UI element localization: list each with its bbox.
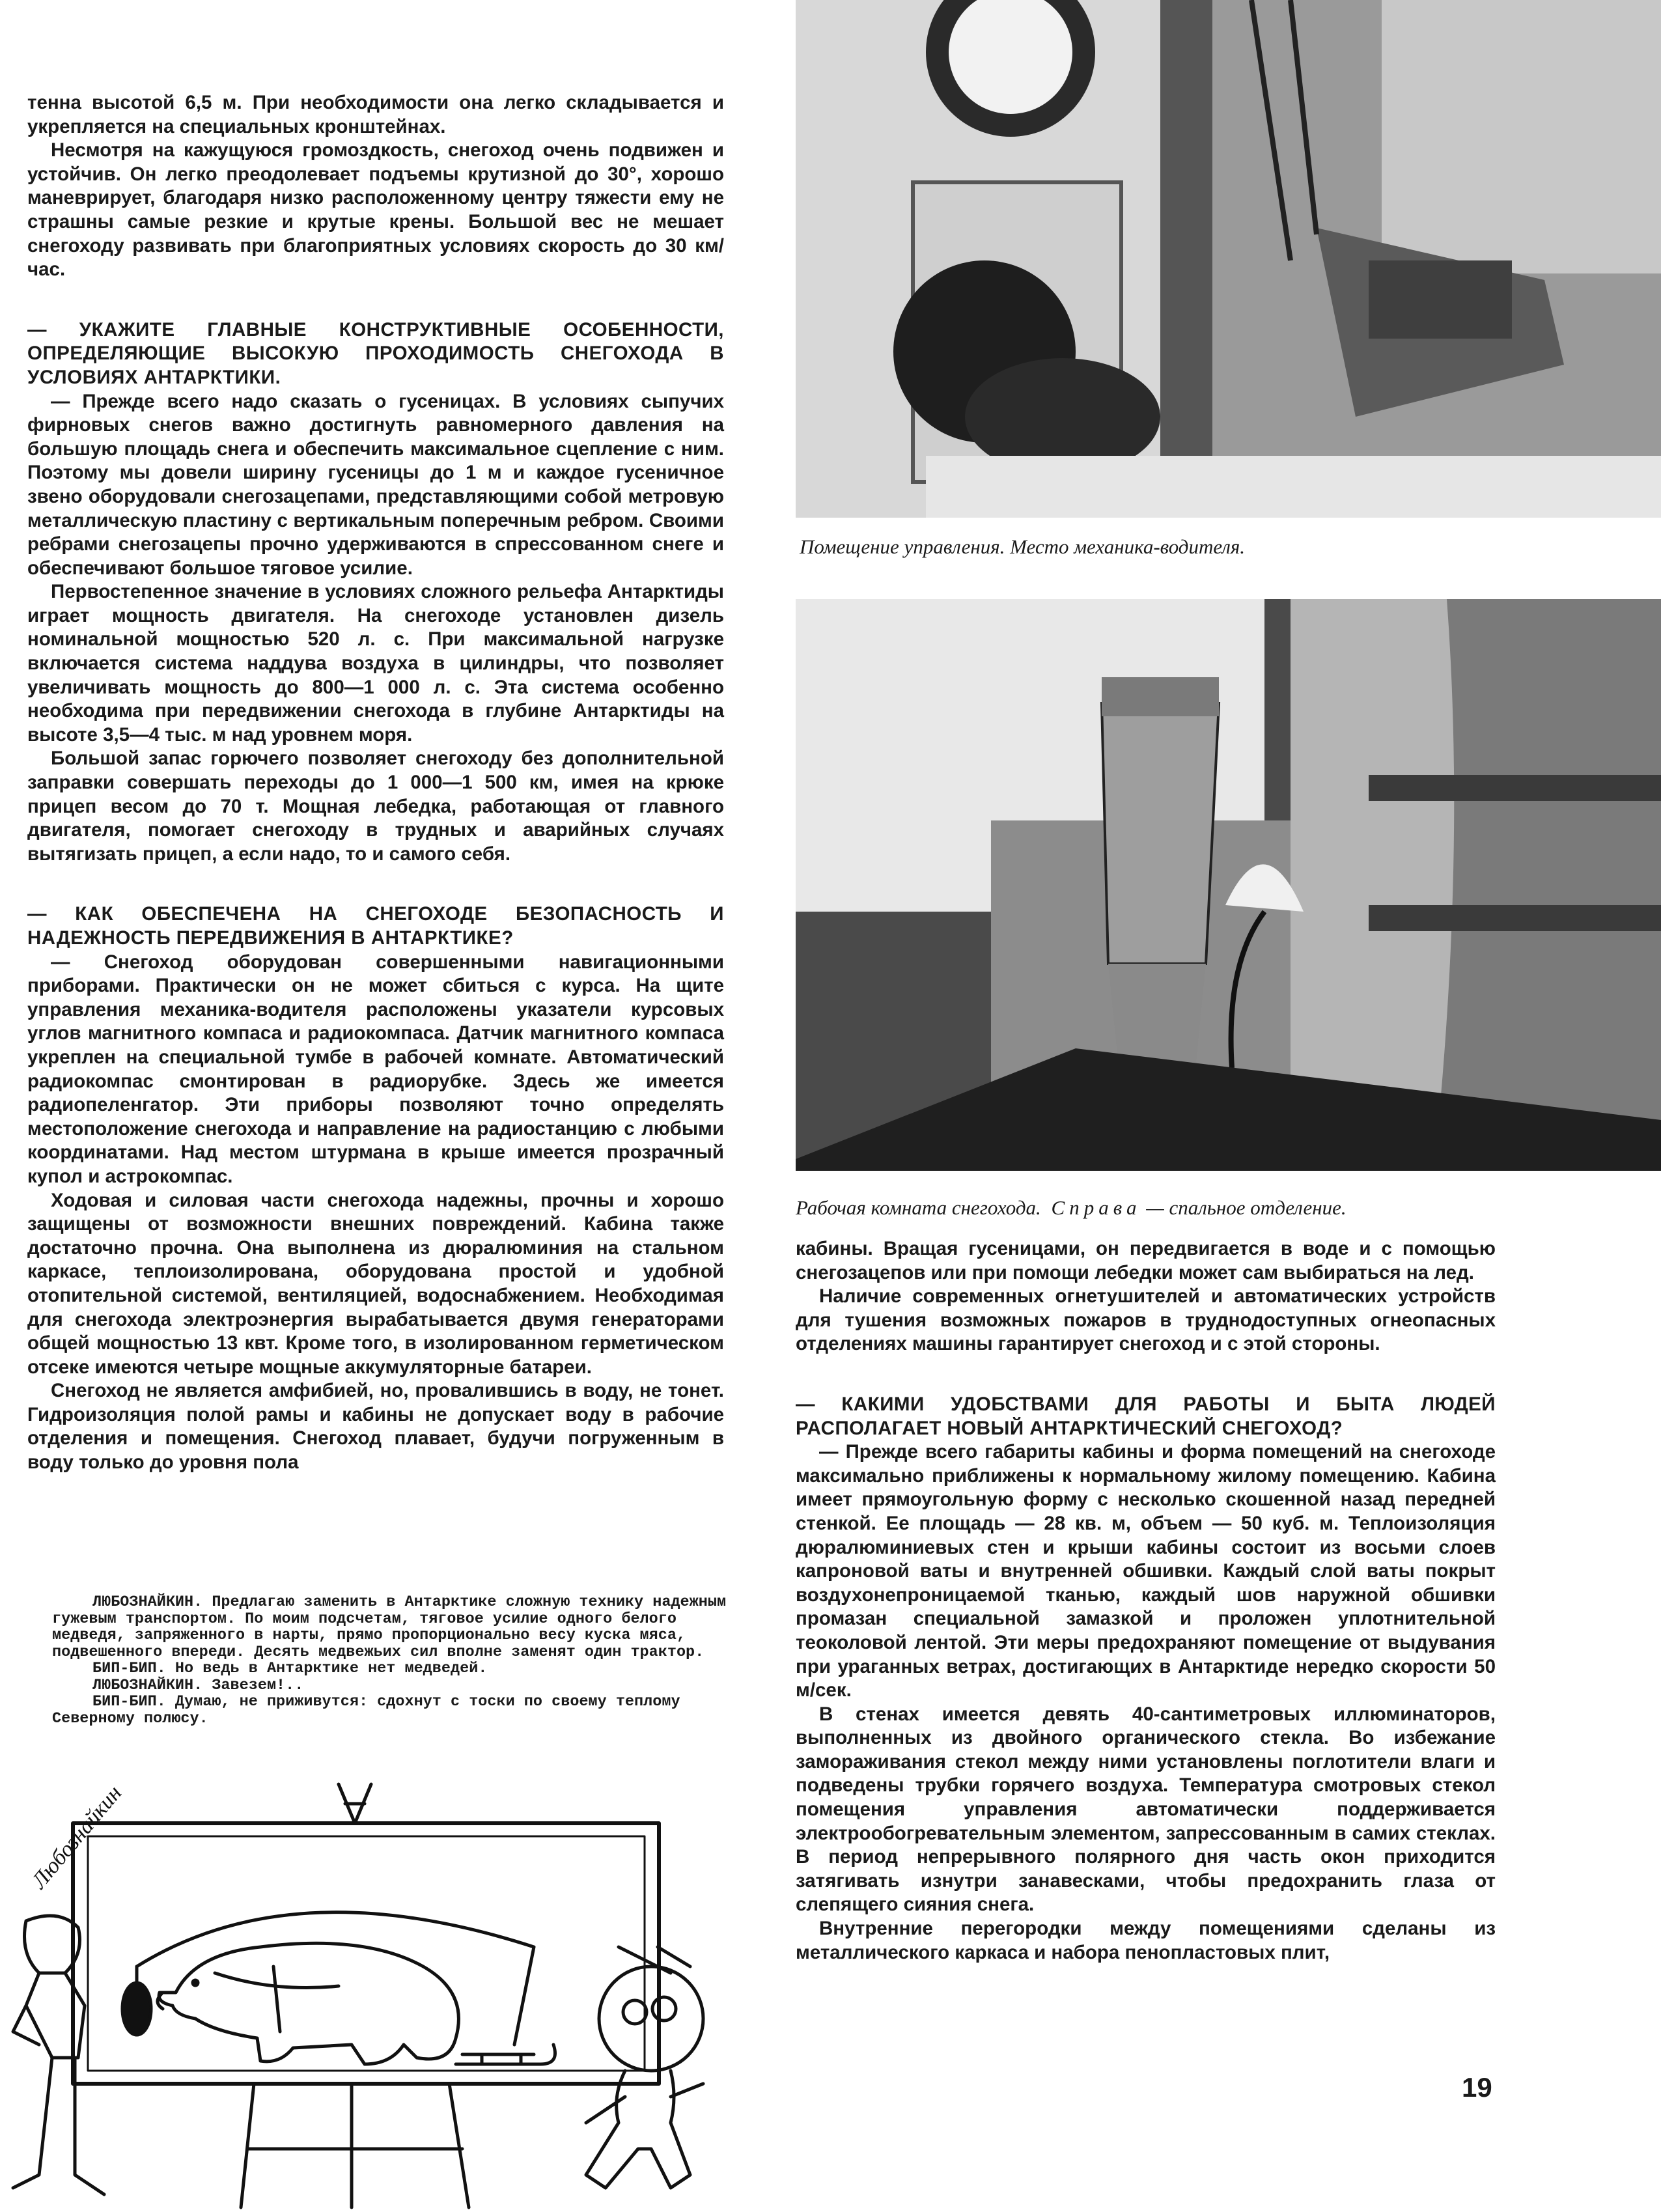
harness (215, 1967, 339, 2032)
page-number: 19 (1462, 2072, 1492, 2103)
left-text-column (27, 91, 724, 1475)
caption-spaced: Справа (1051, 1196, 1141, 1219)
paragraph: тенна высотой 6,5 м. При необходимости она легко складывается и укрепляется на специальных кронштейнах. (27, 92, 724, 137)
right-text-column (796, 1237, 1496, 1965)
bear-icon (159, 1943, 458, 2064)
photo-control-room (796, 0, 1661, 518)
paragraph: Несмотря на кажущуюся громоздкость, снегоход очень подвижен и устойчив. Он легко преодолевает подъемы крутизной до 30°, хорошо маневрирует, благодаря низко расположенному центру тяжести ему не страшны самые резкие и крутые крены. Большой вес не мешает снегоходу развивать при благоприятных условиях скорость до 30 км/час. (27, 139, 724, 281)
photo-caption: Помещение управления. Место механика-водителя. (800, 535, 1246, 558)
photo-control-room-image (796, 0, 1661, 518)
dialogue-line: БИП-БИП. Но ведь в Антарктике нет медведей. (92, 1660, 488, 1677)
paragraph: Большой запас горючего позволяет снегоходу без дополнительной заправки совершать переходы до 1 000—1 500 км, имея на крюке прицеп весом до 70 т. Мощная лебедка, работающая от главного двигателя, помогает снегоходу в трудных и аварийных случаях вытягизать прицеп, а если надо, то и самого себя. (27, 748, 724, 865)
fishing-pole (137, 1912, 534, 2045)
paragraph: — Прежде всего габариты кабины и форма помещений на снегоходе максимально приближены к нормальному жилому помещению. Кабина имеет прямоугольную форму с несколько скошенной назад передней стенкой. Ее площадь — 28 кв. м, объем — 50 куб. м. Теплоизоляция дюралюминиевых стен и крыши кабины состоит из восьми слоев капроновой ваты и внутренней обшивки. Каждый слой ваты покрыт воздухонепроницаемой тканью, каждый шов наружной обшивки промазан специальной замазкой и проложен уплотнительной теоколовой лентой. Эти меры предохраняют помещение от выдувания при ураганных ветрах, достигающих в Антарктиде нередко скорости 50 м/сек. (796, 1441, 1496, 1701)
photo-work-room (796, 599, 1661, 1171)
left-character (13, 1916, 104, 2194)
dialogue-line: БИП-БИП. Думаю, не приживутся: сдохнут с тоски по своему теплому Северному полюсу. (52, 1693, 680, 1728)
caption-text: Рабочая комната снегохода. (796, 1196, 1041, 1219)
paragraph: Наличие современных огнетушителей и автоматических устройств для тушения возможных пожаров в труднодоступных огнеопасных отделениях машины гарантирует снегоход и с этой стороны. (796, 1285, 1496, 1355)
section-heading: — УКАЖИТЕ ГЛАВНЫЕ КОНСТРУКТИВНЫЕ ОСОБЕННОСТИ, ОПРЕДЕЛЯЮЩИЕ ВЫСОКУЮ ПРОХОДИМОСТЬ СНЕГОХОДА В УСЛОВИЯХ АНТАРКТИКИ. (27, 318, 724, 388)
section-heading: — КАКИМИ УДОБСТВАМИ ДЛЯ РАБОТЫ И БЫТА ЛЮДЕЙ РАСПОЛАГАЕТ НОВЫЙ АНТАРКТИЧЕСКИЙ СНЕГОХОД? (796, 1393, 1496, 1439)
paragraph: — Прежде всего надо сказать о гусеницах. В условиях сыпучих фирновых снегов важно достигнуть равномерного давления на большую площадь снега и обеспечить максимальное сцепление с ним. Поэтому мы довели ширину гусеницы до 1 м и каждое гусеничное звено оборудовали снегозацепами, представляющими собой метровую металлическую пластину с вертикальным поперечным ребром. Своими ребрами снегозацепы прочно удерживаются в спрессованном снеге и обеспечивают большое тяговое усилие. (27, 390, 724, 579)
cartoon-dialogue (52, 1594, 729, 1727)
sled-icon (456, 2045, 555, 2064)
cartoon-illustration (0, 1758, 775, 2212)
paragraph: — Снегоход оборудован совершенными навигационными приборами. Практически он не может сбиться с курса. На щите управления механика-водителя расположены указатели курсовых углов магнитного компаса и радиокомпаса. Датчик магнитного компаса укреплен на специальной тумбе в рабочей комнате. Автоматический радиокомпас смонтирован в радиорубке. Здесь же имеется радиопеленгатор. Эти приборы позволяют точно определять местоположение снегохода и направление на радиостанцию с любыми координатами. Над местом штурмана в крыше имеется прозрачный купол и астрокомпас. (27, 951, 724, 1187)
right-character-head (599, 1967, 703, 2071)
paragraph: Ходовая и силовая части снегохода надежны, прочны и хорошо защищены от возможности внешних повреждений. Кабина также достаточно прочна. Она выполнена из дюралюминия на стальном каркасе, теплоизолирована, оборудована простой и удобной отопительной системой, вентиляцией, водоснабжением. Необходимая для снегохода электроэнергия вырабатывается двумя генераторами общей мощностью 13 квт. Кроме того, в изолированном герметическом отсеке имеются четыре мощные аккумуляторные батареи. (27, 1189, 724, 1378)
dialogue-line: ЛЮБОЗНАЙКИН. Завезем!.. (92, 1676, 304, 1694)
section-heading: — КАК ОБЕСПЕЧЕНА НА СНЕГОХОДЕ БЕЗОПАСНОСТЬ И НАДЕЖНОСТЬ ПЕРЕДВИЖЕНИЯ В АНТАРКТИКЕ? (27, 903, 724, 949)
right-character (586, 2071, 703, 2188)
easel-top (339, 1784, 371, 1823)
caption-text: — спальное отделение. (1146, 1196, 1347, 1219)
paragraph: кабины. Вращая гусеницами, он передвигается в воде и с помощью снегозацепов или при помощи лебедки может сам выбираться на лед. (796, 1238, 1496, 1283)
paragraph: Внутренние перегородки между помещениями сделаны из металлического каркаса и набора пенопластовых плит, (796, 1918, 1496, 1963)
dialogue-line: ЛЮБОЗНАЙКИН. Предлагаю заменить в Антарктике сложную технику надежным гужевым транспортом. По моим подсчетам, тяговое усилие одного белого медведя, запряженного в нарты, прямо пропорционально весу куска мяса, подвешенного впереди. Десять медвежьих сил вполне заменят один трактор. (52, 1593, 727, 1661)
easel-legs (241, 2084, 469, 2207)
paragraph: Первостепенное значение в условиях сложного рельефа Антарктиды играет мощность двигателя. На снегоходе установлен дизель номинальной мощностью 520 л. с. При максимальной нагрузке включается система наддува воздуха в цилиндры, что позволяет увеличивать мощность до 800—1 000 л. с. Эта система особенно необходима при передвижении снегохода в глубине Антарктиды на высоте 3,5—4 тыс. м над уровнем моря. (27, 581, 724, 746)
paragraph: Снегоход не является амфибией, но, провалившись в воду, не тонет. Гидроизоляция полой рамы и кабины не допускает воду в рабочие отделения и помещения. Снегоход плавает, будучи погруженным в воду только до уровня пола (27, 1380, 724, 1474)
photo-caption (796, 1196, 1347, 1220)
paragraph: В стенах имеется девять 40-сантиметровых иллюминаторов, выполненных из двойного органического стекла. Во избежание замораживания стекол между ними установлены поглотители влаги и подведены трубки горячего воздуха. Температура смотровых стекол помещения управления автоматически поддерживается электрообогревательным элементом, запрессованным в самих стеклах. В период непрерывного полярного дня часть окон приходится затягивать изнутри занавесками, чтобы предохранить глаза от слепящего сияния снега. (796, 1703, 1496, 1916)
cartoon-sign: Любознайкин (27, 1781, 127, 1894)
photo-work-room-image (796, 599, 1661, 1171)
